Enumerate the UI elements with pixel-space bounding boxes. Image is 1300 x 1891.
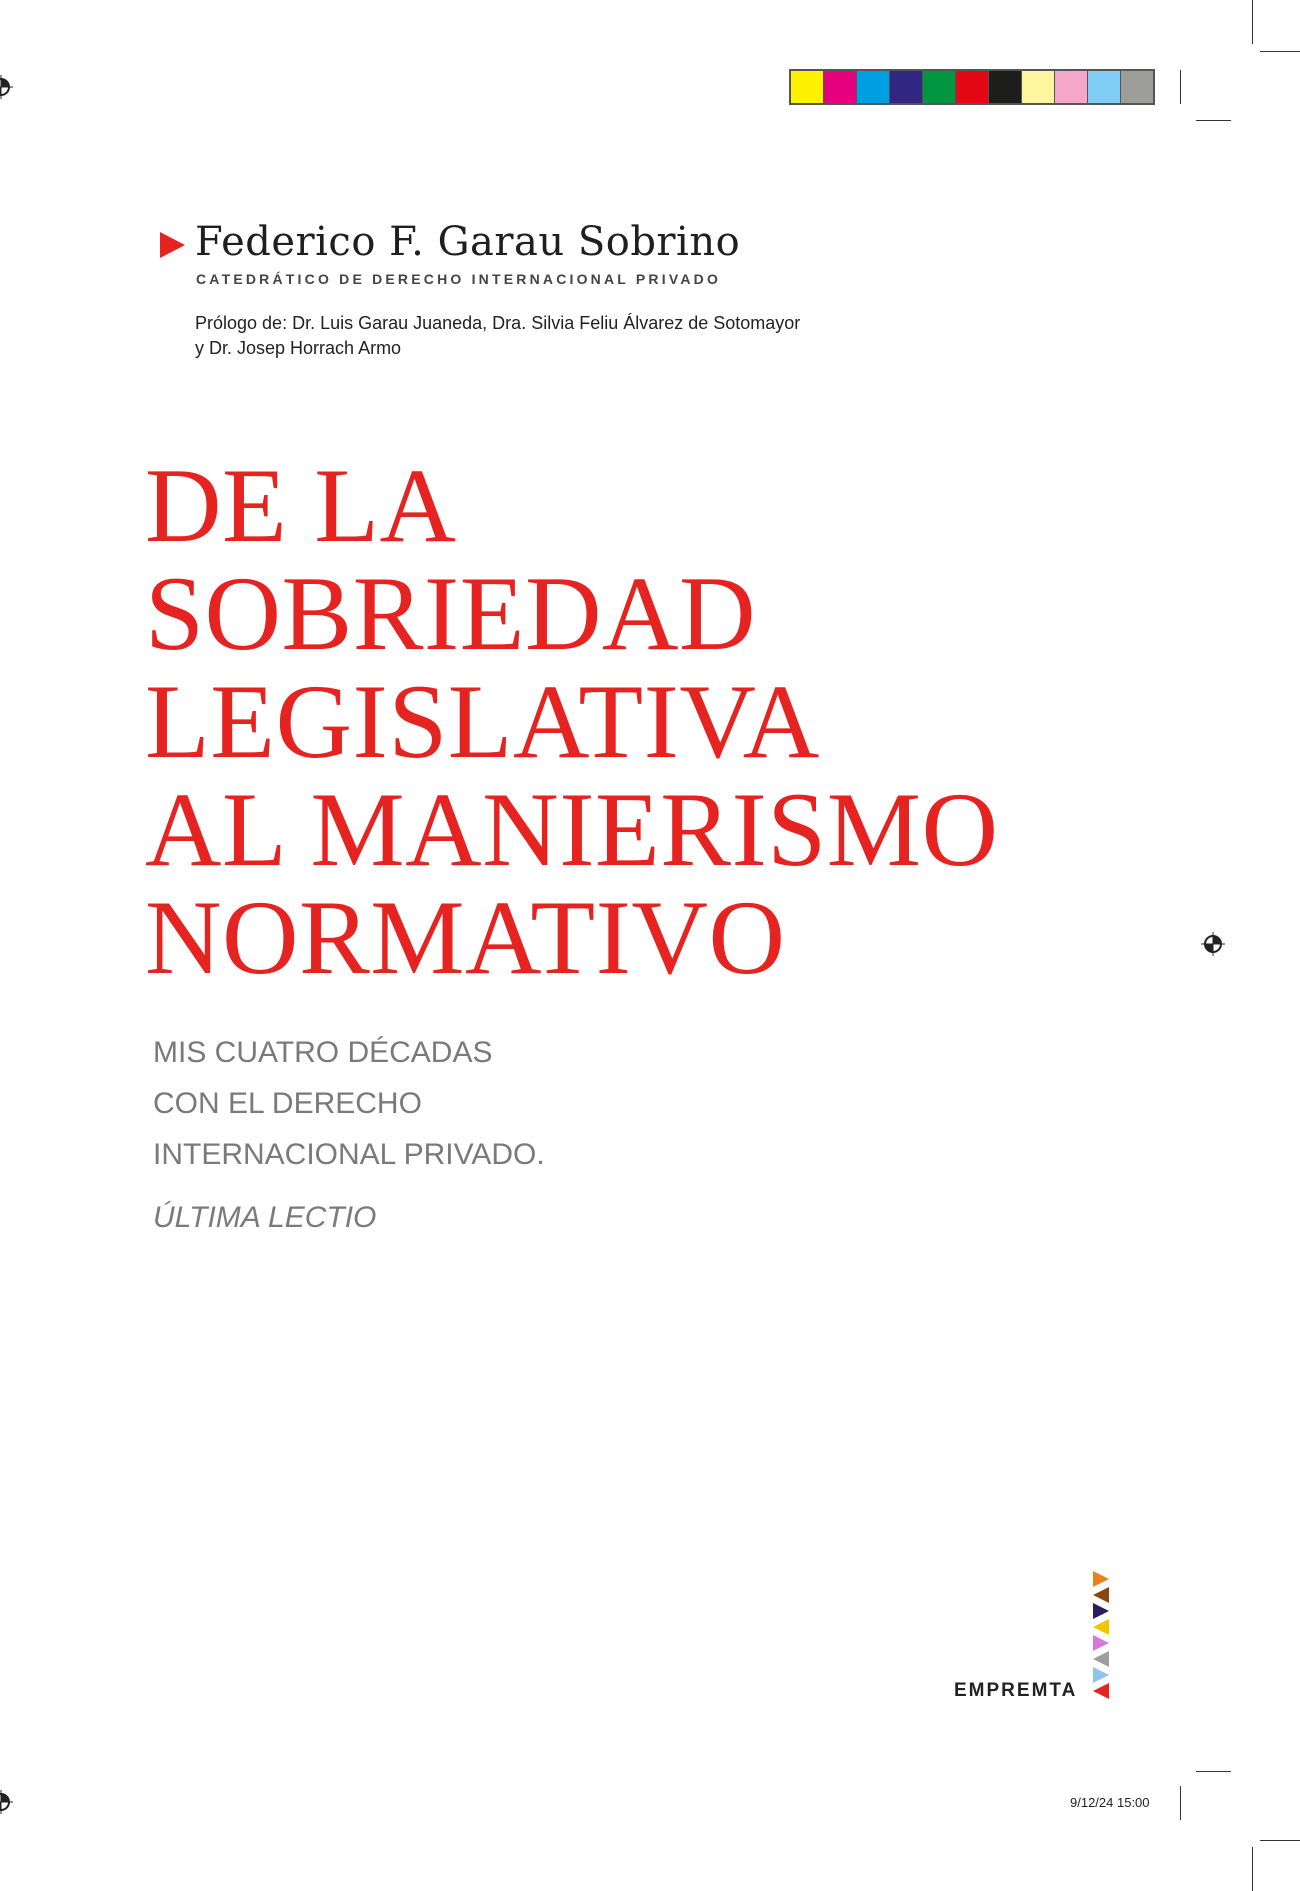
logo-triangle-icon xyxy=(1093,1651,1109,1667)
crop-mark xyxy=(1252,0,1253,44)
title-line: NORMATIVO xyxy=(145,879,786,996)
color-swatch xyxy=(1088,71,1121,103)
color-swatch xyxy=(890,71,923,103)
print-slug: 9/12/24 15:00 xyxy=(1070,1795,1150,1810)
subtitle-italic: ÚLTIMA LECTIO xyxy=(153,1201,377,1234)
crop-mark xyxy=(1196,120,1231,121)
publisher-name: EMPREMTA xyxy=(954,1680,1078,1701)
logo-triangle-icon xyxy=(1093,1667,1109,1683)
color-calibration-bar xyxy=(789,69,1155,105)
title-line: AL MANIERISMO xyxy=(145,771,999,888)
prologue-line: Prólogo de: Dr. Luis Garau Juaneda, Dra. Silvia Feliu Álvarez de Sotomayor xyxy=(195,313,801,333)
crop-mark xyxy=(1252,1847,1253,1891)
prologue-credits xyxy=(195,311,800,361)
book-subtitle xyxy=(153,1027,853,1243)
title-line: SOBRIEDAD xyxy=(145,555,757,672)
color-swatch xyxy=(1055,71,1088,103)
play-triangle-icon xyxy=(160,232,185,258)
logo-triangle-icon xyxy=(1093,1635,1109,1651)
title-line: LEGISLATIVA xyxy=(145,663,820,780)
title-line: DE LA xyxy=(145,447,457,564)
color-swatch xyxy=(1022,71,1055,103)
logo-triangle-icon xyxy=(1093,1587,1109,1603)
color-swatch xyxy=(923,71,956,103)
logo-triangle-icon xyxy=(1093,1619,1109,1635)
subtitle-line: MIS CUATRO DÉCADAS xyxy=(153,1036,493,1069)
color-swatch xyxy=(791,71,824,103)
color-swatch xyxy=(989,71,1022,103)
publisher-logo-icon xyxy=(1093,1571,1113,1699)
book-title xyxy=(145,447,1045,996)
color-swatch xyxy=(956,71,989,103)
crop-mark xyxy=(1180,1786,1181,1820)
logo-triangle-icon xyxy=(1093,1683,1109,1699)
crop-mark xyxy=(1260,51,1300,52)
color-swatch xyxy=(824,71,857,103)
crop-mark xyxy=(1180,70,1181,104)
author-role: CATEDRÁTICO DE DERECHO INTERNACIONAL PRIVADO xyxy=(196,271,722,287)
color-swatch xyxy=(857,71,890,103)
registration-mark-icon xyxy=(0,1789,14,1815)
crop-mark xyxy=(1260,1840,1300,1841)
subtitle-line: CON EL DERECHO xyxy=(153,1087,422,1120)
color-swatch xyxy=(1121,71,1153,103)
prologue-line: y Dr. Josep Horrach Armo xyxy=(195,338,402,358)
logo-triangle-icon xyxy=(1093,1603,1109,1619)
registration-mark-icon xyxy=(0,74,14,100)
logo-triangle-icon xyxy=(1093,1571,1109,1587)
subtitle-line: INTERNACIONAL PRIVADO. xyxy=(153,1138,545,1171)
author-name: Federico F. Garau Sobrino xyxy=(195,219,741,265)
crop-mark xyxy=(1196,1771,1231,1772)
registration-mark-icon xyxy=(1200,931,1226,957)
